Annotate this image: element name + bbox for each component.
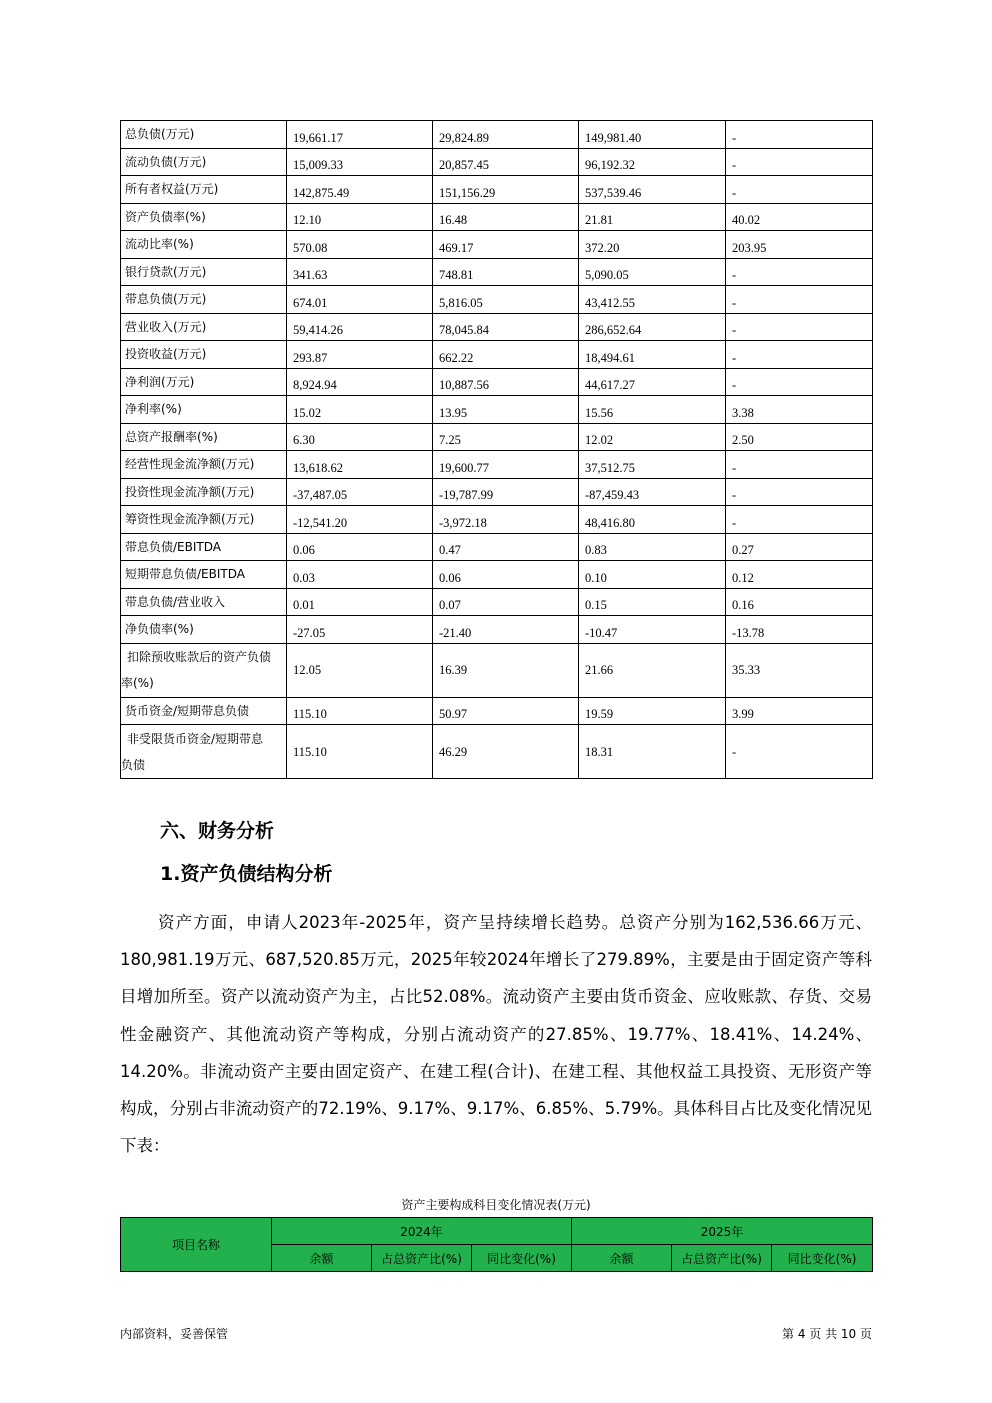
metric-value: 0.83	[579, 533, 726, 561]
metric-label-line: 率(%)	[121, 676, 154, 690]
metric-label: 流动比率(%)	[121, 231, 287, 259]
metric-value: -19,787.99	[433, 478, 579, 506]
metric-value: 0.07	[433, 588, 579, 616]
metric-value: 0.15	[579, 588, 726, 616]
metric-value: 78,045.84	[433, 313, 579, 341]
subheader-ratio: 占总资产比(%)	[372, 1245, 472, 1272]
metric-value: 0.47	[433, 533, 579, 561]
metric-value: 662.22	[433, 341, 579, 369]
metric-value: 115.10	[287, 725, 433, 779]
asset-structure-table	[120, 1217, 873, 1272]
metric-label-line: 扣除预收账款后的资产负债	[127, 650, 272, 664]
table-row	[121, 616, 873, 644]
metric-label: 经营性现金流净额(万元)	[121, 451, 287, 479]
table-caption: 资产主要构成科目变化情况表(万元)	[401, 1198, 591, 1212]
table-row	[121, 313, 873, 341]
metric-value: 59,414.26	[287, 313, 433, 341]
metric-value: 0.01	[287, 588, 433, 616]
metric-value: 46.29	[433, 725, 579, 779]
metric-value: 16.48	[433, 203, 579, 231]
subheader-balance: 余额	[272, 1245, 372, 1272]
table-row	[121, 396, 873, 424]
metric-label: 带息负债/EBITDA	[121, 533, 287, 561]
table-row	[121, 423, 873, 451]
metric-value: -	[726, 176, 873, 204]
metric-label: 带息负债/营业收入	[121, 588, 287, 616]
metric-value: 203.95	[726, 231, 873, 259]
table-row	[121, 588, 873, 616]
metric-value: -12,541.20	[287, 506, 433, 534]
metric-value: 19,600.77	[433, 451, 579, 479]
metric-value: 43,412.55	[579, 286, 726, 314]
metric-value: 149,981.40	[579, 121, 726, 149]
metric-value: 469.17	[433, 231, 579, 259]
subheader-balance: 余额	[572, 1245, 672, 1272]
metric-value: -	[726, 506, 873, 534]
metric-value: 0.27	[726, 533, 873, 561]
subheader-change: 同比变化(%)	[772, 1245, 873, 1272]
metric-value: 0.06	[287, 533, 433, 561]
metric-value: 44,617.27	[579, 368, 726, 396]
metric-value: 16.39	[433, 643, 579, 697]
metric-value: -	[726, 148, 873, 176]
header-year-2025: 2025年	[572, 1218, 873, 1245]
metric-value: 748.81	[433, 258, 579, 286]
metric-value: 15.56	[579, 396, 726, 424]
table-row	[121, 203, 873, 231]
metric-value: 2.50	[726, 423, 873, 451]
table-row	[121, 643, 873, 697]
metric-value: 12.02	[579, 423, 726, 451]
metric-value: -	[726, 451, 873, 479]
section-heading: 六、财务分析	[160, 820, 275, 842]
footer-confidential-note: 内部资料，妥善保管	[120, 1327, 229, 1341]
metric-value: 96,192.32	[579, 148, 726, 176]
table-row	[121, 478, 873, 506]
metric-label: 筹资性现金流净额(万元)	[121, 506, 287, 534]
metric-value: 0.12	[726, 561, 873, 589]
metric-value: 40.02	[726, 203, 873, 231]
metric-value: -	[726, 341, 873, 369]
metric-value: 50.97	[433, 697, 579, 725]
metric-value: 0.16	[726, 588, 873, 616]
metric-value: 18,494.61	[579, 341, 726, 369]
metric-value: 674.01	[287, 286, 433, 314]
table-row	[121, 451, 873, 479]
metric-value: 0.10	[579, 561, 726, 589]
metric-label: 营业收入(万元)	[121, 313, 287, 341]
table-row	[121, 533, 873, 561]
metric-label: 净负债率(%)	[121, 616, 287, 644]
metric-value: -	[726, 313, 873, 341]
metric-label	[121, 725, 287, 779]
subheader-ratio: 占总资产比(%)	[672, 1245, 772, 1272]
table-row	[121, 341, 873, 369]
metric-value: 35.33	[726, 643, 873, 697]
table-row	[121, 176, 873, 204]
metric-value: 151,156.29	[433, 176, 579, 204]
subheader-change: 同比变化(%)	[472, 1245, 572, 1272]
metric-value: 20,857.45	[433, 148, 579, 176]
table-row	[121, 258, 873, 286]
metric-value: -3,972.18	[433, 506, 579, 534]
metric-label: 流动负债(万元)	[121, 148, 287, 176]
metrics-table-body	[121, 121, 873, 779]
metric-value: 19,661.17	[287, 121, 433, 149]
metric-label: 投资性现金流净额(万元)	[121, 478, 287, 506]
metric-value: 29,824.89	[433, 121, 579, 149]
metric-value: 293.87	[287, 341, 433, 369]
metric-label: 银行贷款(万元)	[121, 258, 287, 286]
metric-value: 12.05	[287, 643, 433, 697]
metric-label: 总负债(万元)	[121, 121, 287, 149]
metric-value: -	[726, 368, 873, 396]
metric-value: 3.38	[726, 396, 873, 424]
metric-value: 570.08	[287, 231, 433, 259]
metric-value: 19.59	[579, 697, 726, 725]
metric-value: 13.95	[433, 396, 579, 424]
metric-value: 7.25	[433, 423, 579, 451]
metric-value: -	[726, 121, 873, 149]
table-row	[121, 506, 873, 534]
metric-value: 0.03	[287, 561, 433, 589]
metric-value: 6.30	[287, 423, 433, 451]
metric-value: -21.40	[433, 616, 579, 644]
metric-value: 0.06	[433, 561, 579, 589]
metric-value: -	[726, 258, 873, 286]
table-row	[121, 148, 873, 176]
metric-value: 15,009.33	[287, 148, 433, 176]
metric-label: 短期带息负债/EBITDA	[121, 561, 287, 589]
metric-value: 12.10	[287, 203, 433, 231]
table-row	[121, 368, 873, 396]
metric-value: -	[726, 725, 873, 779]
metric-label-line: 非受限货币资金/短期带息	[127, 731, 264, 746]
metric-value: -	[726, 286, 873, 314]
metric-value: 537,539.46	[579, 176, 726, 204]
table-row	[121, 286, 873, 314]
header-year-2024: 2024年	[272, 1218, 572, 1245]
metric-value: 286,652.64	[579, 313, 726, 341]
table-row	[121, 561, 873, 589]
metric-label: 净利率(%)	[121, 396, 287, 424]
header-item-name: 项目名称	[121, 1218, 272, 1272]
metric-value: 21.81	[579, 203, 726, 231]
metric-value: -13.78	[726, 616, 873, 644]
metric-value: -87,459.43	[579, 478, 726, 506]
table-row	[121, 697, 873, 725]
metric-label: 净利润(万元)	[121, 368, 287, 396]
metric-label-line: 负债	[121, 757, 146, 772]
metric-value: 115.10	[287, 697, 433, 725]
metric-value: 18.31	[579, 725, 726, 779]
metric-value: 3.99	[726, 697, 873, 725]
metric-value: 142,875.49	[287, 176, 433, 204]
metric-label: 带息负债(万元)	[121, 286, 287, 314]
metric-value: 21.66	[579, 643, 726, 697]
metric-value: 10,887.56	[433, 368, 579, 396]
metric-label: 投资收益(万元)	[121, 341, 287, 369]
metric-label: 资产负债率(%)	[121, 203, 287, 231]
metric-value: -10.47	[579, 616, 726, 644]
metric-value: 13,618.62	[287, 451, 433, 479]
table-row	[121, 121, 873, 149]
financial-metrics-table	[120, 120, 873, 779]
metric-value: 15.02	[287, 396, 433, 424]
metric-value: -	[726, 478, 873, 506]
metric-label: 总资产报酬率(%)	[121, 423, 287, 451]
metric-value: 8,924.94	[287, 368, 433, 396]
metric-value: 37,512.75	[579, 451, 726, 479]
metric-label: 货币资金/短期带息负债	[121, 697, 287, 725]
table-row	[121, 231, 873, 259]
metric-label	[121, 643, 287, 697]
metric-value: -27.05	[287, 616, 433, 644]
metric-value: 372.20	[579, 231, 726, 259]
footer-page-number: 第 4 页 共 10 页	[782, 1327, 872, 1341]
metric-value: 5,816.05	[433, 286, 579, 314]
metric-label: 所有者权益(万元)	[121, 176, 287, 204]
metric-value: 341.63	[287, 258, 433, 286]
table-row	[121, 725, 873, 779]
subsection-heading: 1.资产负债结构分析	[160, 863, 333, 885]
metric-value: -37,487.05	[287, 478, 433, 506]
metric-value: 48,416.80	[579, 506, 726, 534]
analysis-paragraph: 资产方面，申请人2023年-2025年，资产呈持续增长趋势。总资产分别为162,536.66万元、180,981.19万元、687,520.85万元，2025年较2024年增长了279.89%，主要是由于固定资产等科目增加所至。资产以流动资产为主，占比52.08%。流动资产主要由货币资金、应收账款、存货、交易性金融资产、其他流动资产等构成，分别占流动资产的27.85%、19.77%、18.41%、14.24%、14.20%。非流动资产主要由固定资产、在建工程(合计)、在建工程、其他权益工具投资、无形资产等构成，分别占非流动资产的72.19%、9.17%、9.17%、6.85%、5.79%。具体科目占比及变化情况见下表：	[120, 913, 872, 1156]
metric-value: 5,090.05	[579, 258, 726, 286]
